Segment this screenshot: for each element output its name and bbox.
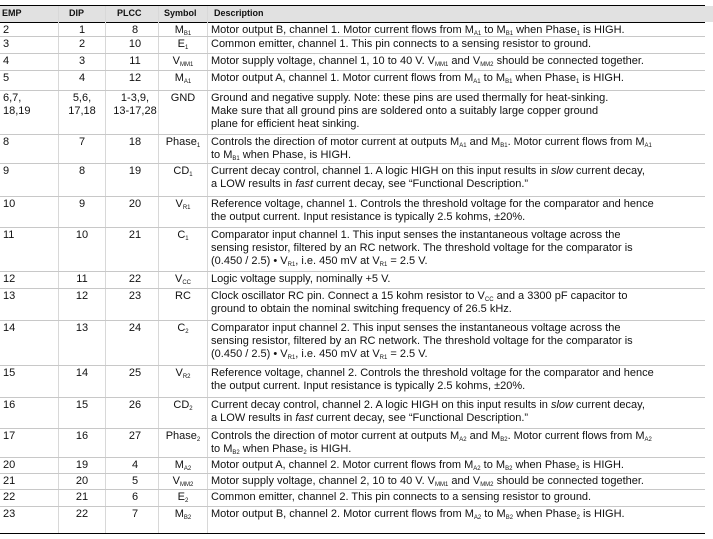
plcc-pin	[111, 229, 159, 242]
dip-line: 8	[78, 165, 86, 177]
pin-symbol: $CD_2$	[173, 399, 193, 412]
column-divider	[207, 6, 208, 534]
plcc-pin	[111, 273, 159, 286]
dip-pin	[62, 322, 102, 335]
pin-description	[211, 491, 705, 504]
plcc-line: 12	[128, 72, 142, 84]
dip-pin	[62, 229, 102, 242]
plcc-pin	[111, 367, 159, 380]
emp-line: 23	[3, 508, 16, 520]
pin-description	[211, 72, 705, 85]
plcc-line: 10	[128, 38, 142, 50]
plcc-pin	[111, 24, 159, 37]
pin-symbol: GND	[170, 92, 196, 104]
plcc-pin	[111, 491, 159, 504]
emp-pin	[3, 165, 53, 178]
pin-symbol: $V_{R1}$	[175, 198, 191, 211]
emp-line: 5	[3, 72, 10, 84]
dip-line: 22	[75, 508, 89, 520]
plcc-pin	[111, 508, 159, 521]
row-rule	[0, 489, 705, 490]
emp-pin	[3, 55, 53, 68]
row-rule	[0, 506, 705, 507]
description-line: (0.450 / 2.5) • $V_{R1}$, i.e. 450 mV at $V_{R1} = 2.5$ V.	[211, 347, 428, 361]
pin-symbol: $V_{MM2}$	[172, 475, 194, 488]
emp-pin	[3, 273, 53, 286]
header-symbol: Symbol	[164, 8, 197, 18]
dip-line: 9	[78, 198, 86, 210]
dip-line: 11	[76, 273, 88, 285]
row-rule	[0, 70, 705, 71]
pin-symbol: $M_{A2}$	[174, 459, 192, 472]
plcc-pin	[111, 38, 159, 51]
pin-symbol: $C_1$	[177, 229, 189, 242]
emp-line: 4	[3, 55, 10, 67]
emp-pin	[3, 72, 53, 85]
description-line: Motor output A, channel 2. Motor current flows from $M_{A2}$ to $M_{B2}$ when Phase$_2$ is HIGH.	[211, 459, 624, 472]
pin-symbol: $E_2$	[177, 491, 189, 504]
description-line: plane for efficient heat sinking.	[211, 117, 360, 130]
plcc-pin	[111, 55, 159, 68]
description-line: (0.450 / 2.5) • $V_{R1}$, i.e. 450 mV at $V_{R1} = 2.5$ V.	[211, 254, 428, 268]
dip-line: 1	[78, 24, 86, 36]
pin-symbol: $V_{R2}$	[175, 367, 191, 380]
row-rule	[0, 196, 705, 197]
row-rule	[0, 473, 705, 474]
emp-line: 10	[3, 198, 16, 210]
row-rule	[0, 36, 705, 37]
emp-line: 12	[3, 273, 16, 285]
plcc-line: 13-17,28	[113, 104, 157, 117]
pin-description	[211, 430, 705, 456]
dip-line: 4	[78, 72, 86, 84]
description-line: Comparator input channel 2. This input senses the instantaneous voltage across the	[211, 322, 621, 334]
description-line: Clock oscillator RC pin. Connect a 15 kohm resistor to $V_{CC}$ and a 3300 pF capacitor to	[211, 290, 628, 303]
pin-symbol: $M_{B1}$	[174, 24, 192, 37]
emp-line: 2	[3, 24, 10, 36]
pin-symbol: $M_{A1}$	[174, 72, 192, 85]
description-line: Current decay control, channel 1. A logic HIGH on this input results in slow current decay,	[211, 165, 645, 177]
dip-pin	[62, 136, 102, 149]
pin-description	[211, 24, 705, 37]
header-dip: DIP	[69, 8, 85, 18]
description-line: Motor supply voltage, channel 2, 10 to 40 V. $V_{MM1}$ and $V_{MM2}$ should be connected together.	[211, 475, 644, 488]
emp-pin	[3, 491, 53, 504]
pin-symbol: RC	[175, 290, 191, 302]
dip-line: 12	[75, 290, 89, 302]
emp-line: 3	[3, 38, 10, 50]
plcc-line: 5	[131, 475, 139, 487]
emp-pin	[3, 399, 53, 412]
dip-pin	[62, 290, 102, 303]
description-line: Common emitter, channel 2. This pin connects to a sensing resistor to ground.	[211, 491, 592, 503]
pin-description	[211, 322, 705, 360]
dip-line: 3	[78, 55, 86, 67]
description-line: sensing resistor, filtered by an RC network. The threshold voltage for the comparator is	[211, 334, 633, 347]
dip-line: 16	[75, 430, 89, 442]
plcc-line: 8	[131, 24, 139, 36]
description-line: to $M_{B2}$ when Phase$_2$ is HIGH.	[211, 442, 352, 456]
emp-line: 14	[3, 322, 16, 334]
description-line: the output current. Input resistance is typically 2.5 kohms, ±20%.	[211, 210, 526, 223]
emp-line: 15	[3, 367, 16, 379]
emp-pin	[3, 367, 53, 380]
plcc-pin	[111, 198, 159, 211]
emp-line: 8	[3, 136, 10, 148]
dip-pin	[62, 38, 102, 51]
row-rule	[0, 163, 705, 164]
dip-line: 13	[75, 322, 89, 334]
row-rule	[0, 397, 705, 398]
column-divider	[158, 6, 159, 534]
emp-pin	[3, 430, 53, 443]
pin-description	[211, 229, 705, 267]
emp-pin	[3, 92, 53, 118]
plcc-pin	[111, 322, 159, 335]
dip-pin	[62, 198, 102, 211]
dip-line: 10	[75, 229, 89, 241]
description-line: Ground and negative supply. Note: these pins are used thermally for heat-sinking.	[211, 92, 609, 104]
dip-pin	[62, 508, 102, 521]
emp-pin	[3, 198, 53, 211]
plcc-line: 27	[128, 430, 142, 442]
description-line: Motor supply voltage, channel 1, 10 to 40 V. $V_{MM1}$ and $V_{MM2}$ should be connected together.	[211, 55, 644, 68]
plcc-pin	[111, 165, 159, 178]
dip-line: 7	[78, 136, 86, 148]
plcc-line: 26	[128, 399, 142, 411]
emp-line: 11	[3, 229, 15, 241]
description-line: Logic voltage supply, nominally +5 V.	[211, 273, 391, 285]
description-line: the output current. Input resistance is typically 2.5 kohms, ±20%.	[211, 379, 526, 392]
pin-description	[211, 459, 705, 472]
plcc-pin	[111, 475, 159, 488]
plcc-line: 24	[128, 322, 142, 334]
pin-symbol: $V_{MM1}$	[172, 55, 194, 68]
emp-pin	[3, 290, 53, 303]
emp-line: 6,7,	[3, 92, 22, 104]
plcc-pin	[111, 399, 159, 412]
pin-symbol: $V_{CC}$	[174, 273, 191, 286]
dip-pin	[62, 459, 102, 472]
pin-description	[211, 198, 705, 224]
row-rule	[0, 134, 705, 135]
dip-line: 2	[78, 38, 86, 50]
emp-line: 13	[3, 290, 16, 302]
emp-line: 16	[3, 399, 16, 411]
emp-line: 20	[3, 459, 16, 471]
emp-pin	[3, 229, 53, 242]
pin-description	[211, 136, 705, 162]
plcc-pin	[111, 430, 159, 443]
plcc-line: 1-3,9,	[120, 92, 150, 104]
pin-description	[211, 399, 705, 425]
description-line: Controls the direction of motor current at outputs $M_{A1}$ and $M_{B1}$. Motor current flows from $M_{A1}$	[211, 136, 652, 149]
description-line: Current decay control, channel 2. A logic HIGH on this input results in slow current decay,	[211, 399, 645, 411]
emp-line: 9	[3, 165, 10, 177]
pin-symbol: $M_{B2}$	[174, 508, 192, 521]
header-description: Description	[214, 8, 264, 18]
description-line: to $M_{B1}$ when Phase, is HIGH.	[211, 148, 352, 162]
row-rule	[0, 227, 705, 228]
dip-pin	[62, 165, 102, 178]
description-line: Controls the direction of motor current at outputs $M_{A2}$ and $M_{B2}$. Motor current flows from $M_{A2}$	[211, 430, 652, 443]
plcc-pin	[111, 290, 159, 303]
pin-symbol: $E_1$	[177, 38, 189, 51]
plcc-line: 21	[128, 229, 142, 241]
pin-symbol: $CD_1$	[173, 165, 193, 178]
pin-symbol: $C_2$	[177, 322, 189, 335]
plcc-line: 6	[131, 491, 139, 503]
emp-line: 21	[3, 475, 16, 487]
plcc-line: 20	[128, 198, 142, 210]
dip-line: 14	[75, 367, 89, 379]
dip-pin	[62, 475, 102, 488]
row-rule	[0, 428, 705, 429]
emp-line: 17	[3, 430, 16, 442]
pin-description	[211, 38, 705, 51]
pin-description	[211, 165, 705, 191]
pin-description	[211, 290, 705, 316]
table-header	[0, 6, 713, 22]
row-rule	[0, 365, 705, 366]
pin-description	[211, 92, 705, 130]
emp-pin	[3, 475, 53, 488]
pin-symbol: Phase$_1$	[165, 136, 201, 149]
description-line: a LOW results in fast current decay, see “Functional Description.”	[211, 411, 529, 424]
dip-line: 15	[75, 399, 89, 411]
plcc-pin	[111, 136, 159, 149]
dip-pin	[62, 72, 102, 85]
row-rule	[0, 90, 705, 91]
dip-pin	[62, 24, 102, 37]
description-line: Make sure that all ground pins are soldered onto a suitably large copper ground	[211, 104, 599, 117]
description-line: ground to obtain the nominal switching frequency of 26.5 kHz.	[211, 302, 512, 315]
plcc-line: 22	[128, 273, 142, 285]
plcc-line: 11	[129, 55, 141, 67]
header-emp: EMP	[2, 8, 22, 18]
description-line: Motor output A, channel 1. Motor current flows from $M_{A1}$ to $M_{B1}$ when Phase$_1$ is HIGH.	[211, 72, 624, 85]
pin-description	[211, 367, 705, 393]
emp-pin	[3, 24, 53, 37]
description-line: Motor output B, channel 2. Motor current flows from $M_{A2}$ to $M_{B2}$ when Phase$_2$ is HIGH.	[211, 508, 625, 521]
pin-description	[211, 273, 705, 286]
plcc-line: 23	[128, 290, 142, 302]
description-line: a LOW results in fast current decay, see “Functional Description.”	[211, 177, 529, 190]
row-rule	[0, 271, 705, 272]
dip-line: 17,18	[68, 104, 96, 117]
emp-pin	[3, 508, 53, 521]
row-rule	[0, 288, 705, 289]
plcc-line: 19	[128, 165, 142, 177]
pin-symbol: Phase$_2$	[165, 430, 201, 443]
dip-line: 5,6,	[72, 92, 92, 104]
dip-pin	[62, 273, 102, 286]
pin-description	[211, 508, 705, 521]
emp-pin	[3, 459, 53, 472]
row-rule	[0, 320, 705, 321]
plcc-line: 25	[128, 367, 142, 379]
column-divider	[58, 6, 59, 534]
emp-line: 18,19	[3, 104, 31, 117]
row-rule	[0, 457, 705, 458]
description-line: Reference voltage, channel 1. Controls the threshold voltage for the comparator and hence	[211, 198, 654, 210]
emp-pin	[3, 322, 53, 335]
dip-pin	[62, 491, 102, 504]
emp-pin	[3, 136, 53, 149]
plcc-line: 7	[131, 508, 139, 520]
plcc-line: 4	[131, 459, 139, 471]
row-rule	[0, 53, 705, 54]
description-line: Motor output B, channel 1. Motor current flows from $M_{A1}$ to $M_{B1}$ when Phase$_1$ is HIGH.	[211, 24, 625, 37]
description-line: Reference voltage, channel 2. Controls the threshold voltage for the comparator and hence	[211, 367, 654, 379]
plcc-pin	[111, 92, 159, 118]
plcc-pin	[111, 72, 159, 85]
table-bottom-rule	[0, 533, 705, 534]
dip-line: 21	[75, 491, 89, 503]
pin-description	[211, 475, 705, 488]
dip-pin	[62, 92, 102, 118]
pin-description	[211, 55, 705, 68]
dip-pin	[62, 55, 102, 68]
header-plcc: PLCC	[117, 8, 142, 18]
dip-line: 19	[75, 459, 89, 471]
emp-pin	[3, 38, 53, 51]
emp-line: 22	[3, 491, 16, 503]
plcc-line: 18	[128, 136, 142, 148]
description-line: sensing resistor, filtered by an RC network. The threshold voltage for the comparator is	[211, 241, 633, 254]
dip-pin	[62, 367, 102, 380]
dip-pin	[62, 430, 102, 443]
column-divider	[105, 6, 106, 534]
dip-pin	[62, 399, 102, 412]
description-line: Common emitter, channel 1. This pin connects to a sensing resistor to ground.	[211, 38, 592, 50]
plcc-pin	[111, 459, 159, 472]
description-line: Comparator input channel 1. This input senses the instantaneous voltage across the	[211, 229, 621, 241]
dip-line: 20	[75, 475, 89, 487]
